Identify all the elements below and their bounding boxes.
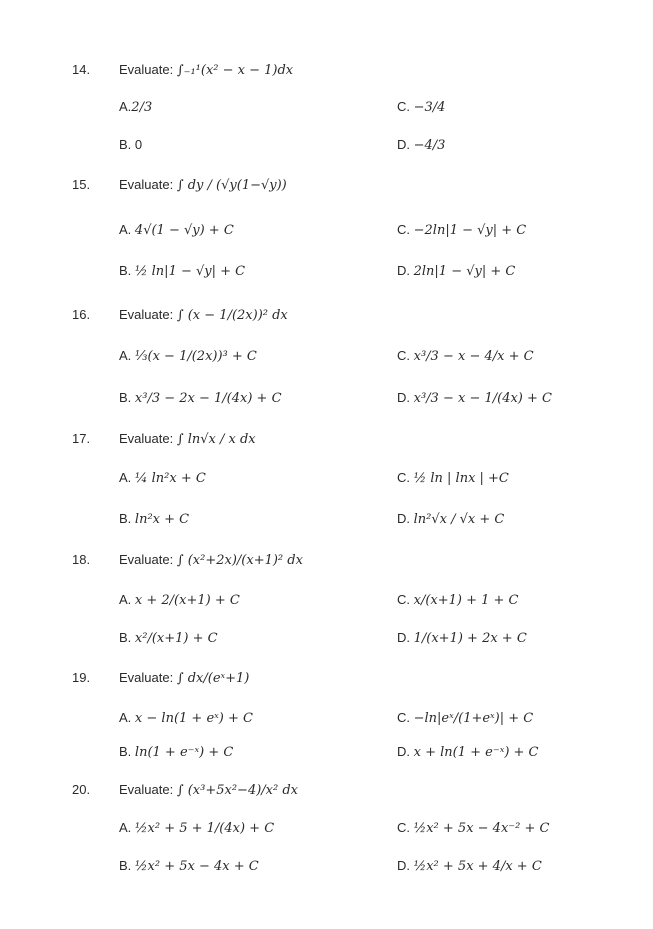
question-stem: Evaluate: ∫ (x²+2x)/(x+1)² dx	[119, 552, 303, 568]
option-c[interactable]: C. ½ ln | lnx | +C	[397, 470, 509, 486]
option-c[interactable]: C. ½x² + 5x − 4x⁻² + C	[397, 820, 550, 836]
option-a[interactable]: A.2/3	[119, 99, 153, 115]
option-d[interactable]: D. x³/3 − x − 1/(4x) + C	[397, 390, 552, 406]
question-stem: Evaluate: ∫₋₁¹(x² − x − 1)dx	[119, 62, 294, 78]
option-b[interactable]: B. x³/3 − 2x − 1/(4x) + C	[119, 390, 282, 406]
option-b[interactable]: B. ln²x + C	[119, 511, 190, 527]
question-number: 18.	[72, 552, 91, 567]
question-number: 16.	[72, 307, 91, 322]
question-stem: Evaluate: ∫ (x − 1/(2x))² dx	[119, 307, 288, 323]
question-stem: Evaluate: ∫ dx/(eˣ+1)	[119, 670, 250, 686]
option-c[interactable]: C. x³/3 − x − 4/x + C	[397, 348, 534, 364]
option-a[interactable]: A. ½x² + 5 + 1/(4x) + C	[119, 820, 275, 836]
option-a[interactable]: A. 4√(1 − √y) + C	[119, 222, 234, 238]
option-c[interactable]: C. −ln|eˣ/(1+eˣ)| + C	[397, 710, 534, 726]
option-c[interactable]: C. −2ln|1 − √y| + C	[397, 222, 527, 238]
option-b[interactable]: B. ln(1 + e⁻ˣ) + C	[119, 744, 234, 760]
option-b[interactable]: B. ½ ln|1 − √y| + C	[119, 263, 246, 279]
option-d[interactable]: D. 1/(x+1) + 2x + C	[397, 630, 527, 646]
question-number: 15.	[72, 177, 91, 192]
option-a[interactable]: A. ⅓(x − 1/(2x))³ + C	[119, 348, 257, 364]
question-stem: Evaluate: ∫ ln√x / x dx	[119, 431, 256, 447]
option-d[interactable]: D. ln²√x / √x + C	[397, 511, 505, 527]
option-a[interactable]: A. ¼ ln²x + C	[119, 470, 206, 486]
option-d[interactable]: D. 2ln|1 − √y| + C	[397, 263, 516, 279]
option-b[interactable]: B. ½x² + 5x − 4x + C	[119, 858, 259, 874]
option-a[interactable]: A. x + 2/(x+1) + C	[119, 592, 240, 608]
option-d[interactable]: D. x + ln(1 + e⁻ˣ) + C	[397, 744, 539, 760]
option-c[interactable]: C. −3/4	[397, 99, 446, 115]
question-number: 19.	[72, 670, 91, 685]
question-stem: Evaluate: ∫ dy / (√y(1−√y))	[119, 177, 287, 193]
option-c[interactable]: C. x/(x+1) + 1 + C	[397, 592, 519, 608]
question-number: 14.	[72, 62, 91, 77]
question-stem: Evaluate: ∫ (x³+5x²−4)/x² dx	[119, 782, 298, 798]
option-d[interactable]: D. ½x² + 5x + 4/x + C	[397, 858, 542, 874]
question-number: 17.	[72, 431, 91, 446]
option-d[interactable]: D. −4/3	[397, 137, 446, 153]
option-b[interactable]: B. x²/(x+1) + C	[119, 630, 218, 646]
question-number: 20.	[72, 782, 91, 797]
option-a[interactable]: A. x − ln(1 + eˣ) + C	[119, 710, 253, 726]
option-b[interactable]: B. 0	[119, 137, 143, 152]
